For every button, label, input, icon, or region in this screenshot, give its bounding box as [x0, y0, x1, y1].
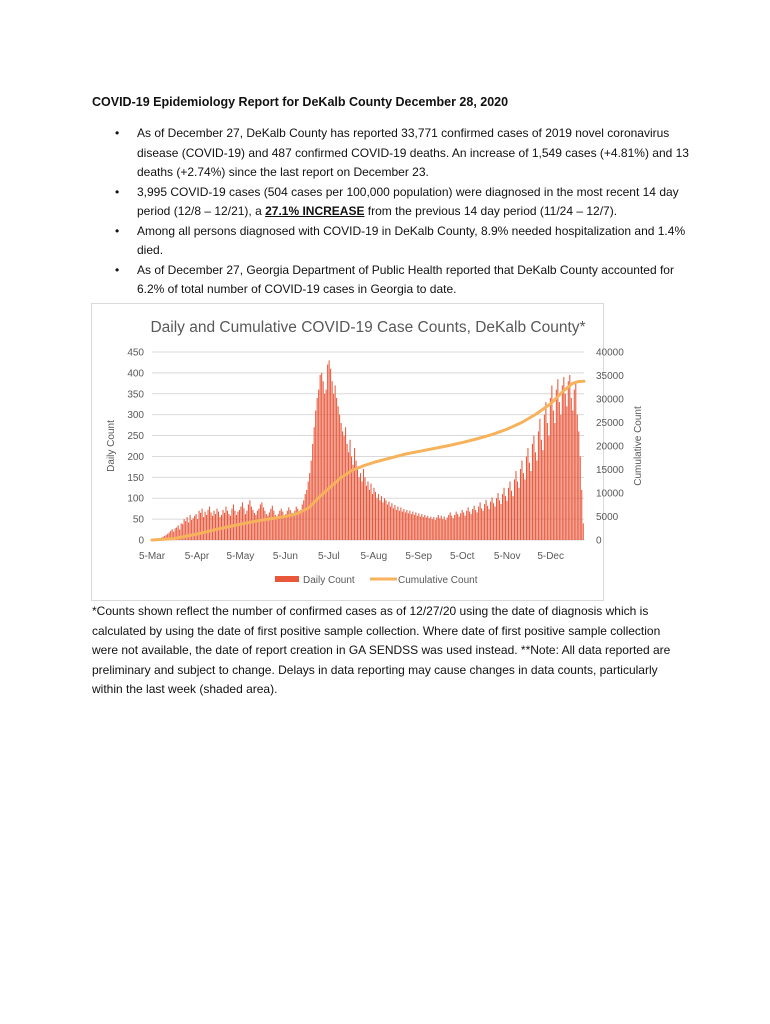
- y-tick-label: 0: [138, 535, 144, 547]
- daily-count-bar: [481, 508, 482, 540]
- daily-count-bar: [394, 505, 395, 540]
- daily-count-bar: [215, 514, 216, 540]
- daily-count-bar: [345, 427, 346, 540]
- daily-count-bar: [421, 514, 422, 540]
- daily-count-bar: [273, 511, 274, 540]
- daily-count-bar: [367, 482, 368, 540]
- daily-count-bar: [252, 510, 253, 540]
- daily-count-bar: [544, 415, 545, 540]
- daily-count-bar: [420, 517, 421, 540]
- daily-count-bar: [312, 444, 313, 540]
- daily-count-bar: [311, 461, 312, 540]
- daily-count-bar: [409, 511, 410, 540]
- daily-count-bar: [245, 514, 246, 540]
- daily-count-bar: [382, 502, 383, 540]
- daily-count-bar: [372, 494, 373, 540]
- y2-axis-label: Cumulative Count: [633, 406, 644, 486]
- daily-count-bar: [577, 415, 578, 540]
- daily-count-bar: [556, 390, 557, 540]
- daily-count-bar: [333, 394, 334, 540]
- daily-count-bar: [412, 512, 413, 540]
- daily-count-bar: [208, 510, 209, 540]
- daily-count-bar: [533, 436, 534, 540]
- daily-count-bar: [327, 365, 328, 540]
- daily-count-bar: [445, 520, 446, 540]
- daily-count-bar: [399, 511, 400, 540]
- daily-count-bar: [454, 515, 455, 540]
- daily-count-bar: [293, 515, 294, 540]
- x-tick-label: 5-Apr: [184, 551, 210, 562]
- x-tick-label: 5-Aug: [360, 551, 388, 562]
- daily-count-bar: [353, 465, 354, 540]
- daily-count-bar: [242, 502, 243, 540]
- daily-count-bar: [202, 509, 203, 540]
- bullet-cases-deaths: • As of December 27, DeKalb County has reported 33,771 confirmed cases of 2019 novel coronavirus disease (COVID-19) and 487 confirmed COVID-19 deaths. An increase of 1,549 cases (+4.81%) and 13 deaths (+2.74%) since the last report on December 23.: [115, 126, 689, 179]
- bullet-hospitalization: • Among all persons diagnosed with COVID-19 in DeKalb County, 8.9% needed hospitalization and 1.4% died.: [115, 223, 686, 257]
- daily-count-bar: [535, 452, 536, 540]
- daily-count-bar: [441, 516, 442, 540]
- daily-count-bar: [317, 398, 318, 540]
- daily-count-bar: [218, 512, 219, 540]
- daily-count-bar: [514, 479, 515, 540]
- daily-count-bar: [530, 471, 531, 540]
- daily-count-bar: [504, 488, 505, 540]
- daily-count-bar: [493, 503, 494, 540]
- daily-count-bar: [381, 496, 382, 540]
- bullet-icon: •: [115, 223, 120, 238]
- daily-count-bar: [515, 471, 516, 540]
- daily-count-bar: [354, 448, 355, 540]
- daily-count-bar: [212, 516, 213, 540]
- daily-count-bar: [463, 512, 464, 540]
- daily-count-bar: [194, 516, 195, 540]
- daily-count-bar: [214, 511, 215, 540]
- daily-count-bar: [379, 500, 380, 540]
- y2-tick-label: 25000: [596, 418, 624, 429]
- daily-count-bar: [460, 513, 461, 540]
- legend-daily-swatch: [275, 576, 299, 582]
- y2-tick-label: 0: [596, 535, 602, 547]
- daily-count-bar: [427, 516, 428, 540]
- daily-count-bar: [424, 515, 425, 540]
- y2-tick-label: 40000: [596, 347, 624, 359]
- daily-count-bar: [521, 461, 522, 540]
- daily-count-bar: [557, 379, 558, 540]
- daily-count-bar: [299, 512, 300, 540]
- daily-count-bar: [575, 381, 576, 540]
- daily-count-bar: [517, 482, 518, 540]
- daily-count-bar: [450, 512, 451, 540]
- daily-count-bar: [236, 515, 237, 540]
- daily-count-bar: [411, 514, 412, 540]
- daily-count-bar: [457, 514, 458, 540]
- daily-count-bar: [188, 522, 189, 540]
- daily-count-bar: [191, 520, 192, 540]
- daily-count-bar: [390, 507, 391, 540]
- daily-count-bar: [415, 512, 416, 540]
- daily-count-bar: [496, 498, 497, 540]
- daily-count-bar: [321, 373, 322, 540]
- daily-count-bar: [578, 431, 579, 540]
- y-tick-label: 150: [127, 472, 144, 484]
- daily-count-bar: [548, 436, 549, 540]
- daily-count-bar: [199, 511, 200, 540]
- case-count-chart: [92, 304, 644, 600]
- daily-count-bar: [484, 504, 485, 540]
- daily-count-bar: [477, 512, 478, 540]
- daily-count-bar: [433, 517, 434, 540]
- daily-count-bar: [526, 456, 527, 540]
- y-tick-label: 300: [127, 410, 144, 422]
- daily-count-bar: [373, 488, 374, 540]
- daily-count-bar: [562, 385, 563, 540]
- daily-count-bar: [536, 461, 537, 540]
- daily-count-bar: [320, 375, 321, 540]
- daily-count-bar: [342, 431, 343, 540]
- daily-count-bar: [246, 511, 247, 540]
- daily-count-bar: [270, 509, 271, 540]
- daily-count-bar: [272, 506, 273, 540]
- bullet-icon: •: [115, 184, 120, 199]
- daily-count-bar: [430, 517, 431, 540]
- daily-count-bar: [400, 507, 401, 540]
- daily-count-bar: [387, 504, 388, 540]
- daily-count-bar: [498, 493, 499, 540]
- daily-count-bar: [338, 406, 339, 540]
- daily-count-bar: [308, 482, 309, 540]
- daily-count-bar: [483, 511, 484, 540]
- daily-count-bar: [414, 515, 415, 540]
- daily-count-bar: [468, 507, 469, 540]
- daily-count-bar: [402, 512, 403, 540]
- daily-count-bar: [539, 419, 540, 540]
- daily-count-bar: [523, 473, 524, 540]
- daily-count-bar: [269, 512, 270, 540]
- daily-count-bar: [529, 463, 530, 540]
- y-tick-label: 50: [132, 514, 144, 526]
- daily-count-bar: [209, 507, 210, 540]
- daily-count-bar: [281, 509, 282, 540]
- x-tick-label: 5-Mar: [138, 551, 166, 562]
- daily-count-bar: [393, 508, 394, 540]
- daily-count-bar: [505, 496, 506, 540]
- daily-count-bar: [541, 440, 542, 540]
- daily-count-bar: [435, 520, 436, 540]
- daily-count-bar: [506, 501, 507, 540]
- daily-count-bar: [388, 502, 389, 540]
- daily-count-bar: [222, 510, 223, 540]
- y2-tick-label: 20000: [596, 441, 624, 453]
- daily-count-bar: [364, 477, 365, 540]
- daily-count-bar: [511, 491, 512, 540]
- daily-count-bar: [580, 456, 581, 540]
- daily-count-bar: [264, 511, 265, 540]
- daily-count-bar: [369, 490, 370, 540]
- daily-count-bar: [233, 504, 234, 540]
- daily-count-bar: [475, 510, 476, 540]
- legend-cumulative-label: Cumulative Count: [398, 575, 478, 586]
- daily-count-bar: [203, 517, 204, 540]
- daily-count-bar: [348, 452, 349, 540]
- daily-count-bar: [332, 381, 333, 540]
- daily-count-bar: [197, 519, 198, 540]
- daily-count-bar: [524, 479, 525, 540]
- daily-count-bar: [563, 377, 564, 540]
- daily-count-bar: [341, 423, 342, 540]
- daily-count-bar: [200, 513, 201, 540]
- daily-count-bar: [318, 390, 319, 540]
- x-tick-label: 5-Dec: [537, 551, 565, 562]
- daily-count-bar: [545, 402, 546, 540]
- daily-count-bar: [502, 494, 503, 540]
- daily-count-bar: [408, 513, 409, 540]
- daily-count-bar: [489, 509, 490, 540]
- daily-count-bar: [350, 440, 351, 540]
- y2-tick-label: 30000: [596, 394, 624, 406]
- daily-count-bar: [329, 360, 330, 540]
- daily-count-bar: [512, 496, 513, 540]
- x-tick-label: 5-Jun: [272, 551, 298, 562]
- daily-count-bar: [469, 512, 470, 540]
- daily-count-bar: [487, 506, 488, 540]
- y-axis-label: Daily Count: [106, 420, 117, 472]
- daily-count-bar: [426, 517, 427, 540]
- y-tick-label: 250: [127, 431, 144, 443]
- daily-count-bar: [284, 516, 285, 540]
- daily-count-bar: [361, 482, 362, 540]
- footnote: *Counts shown reflect the number of confirmed cases as of 12/27/20 using the date of diagnosis which is calculated by using the date of first positive sample collection. Where date of first positive sample collection were not available, the date of report creation in GA SENDSS was used instead. **Note: All data reported are preliminary and subject to change. Delays in data reporting may cause changes in data counts, particularly within the last week (shaded area).: [92, 604, 671, 696]
- daily-count-bar: [451, 516, 452, 540]
- daily-count-bar: [572, 410, 573, 540]
- daily-count-bar: [551, 385, 552, 540]
- daily-count-bar: [255, 515, 256, 540]
- y2-tick-label: 35000: [596, 371, 624, 382]
- daily-count-bar: [456, 512, 457, 540]
- daily-count-bar: [193, 518, 194, 540]
- chart-container: [91, 303, 644, 601]
- daily-count-bar: [547, 423, 548, 540]
- daily-count-bar: [336, 398, 337, 540]
- daily-count-bar: [448, 515, 449, 540]
- daily-count-bar: [466, 511, 467, 540]
- daily-count-bar: [385, 500, 386, 540]
- x-tick-label: 5-Sep: [405, 551, 433, 562]
- daily-count-bar: [406, 510, 407, 540]
- daily-count-bar: [263, 507, 264, 540]
- daily-count-bar: [231, 509, 232, 540]
- daily-count-bar: [211, 512, 212, 540]
- daily-count-bar: [568, 381, 569, 540]
- daily-count-bar: [384, 498, 385, 540]
- y-tick-label: 350: [127, 389, 144, 401]
- daily-count-bar: [574, 390, 575, 540]
- daily-count-bar: [474, 506, 475, 540]
- daily-count-bar: [363, 469, 364, 540]
- daily-count-bar: [569, 375, 570, 540]
- daily-count-bar: [542, 450, 543, 540]
- daily-count-bar: [196, 514, 197, 540]
- daily-count-bar: [306, 490, 307, 540]
- daily-count-bar: [438, 515, 439, 540]
- daily-count-bar: [356, 461, 357, 540]
- daily-count-bar: [303, 500, 304, 540]
- daily-count-bar: [357, 469, 358, 540]
- daily-count-bar: [550, 398, 551, 540]
- daily-count-bar: [397, 507, 398, 540]
- daily-count-bar: [499, 500, 500, 540]
- daily-count-bar: [288, 507, 289, 540]
- daily-count-bar: [581, 490, 582, 540]
- daily-count-bar: [501, 504, 502, 540]
- daily-count-bar: [376, 498, 377, 540]
- daily-count-bar: [254, 513, 255, 540]
- bullet-georgia-share: • As of December 27, Georgia Department of Public Health reported that DeKalb County accounted for 6.2% of total number of COVID-19 cases in Georgia to date.: [115, 262, 674, 296]
- daily-count-bar: [436, 517, 437, 540]
- daily-count-bar: [520, 469, 521, 540]
- daily-count-bar: [258, 509, 259, 540]
- daily-count-bar: [326, 390, 327, 540]
- x-tick-label: 5-May: [226, 551, 255, 562]
- daily-count-bar: [565, 394, 566, 540]
- daily-count-bar: [279, 511, 280, 540]
- daily-count-bar: [396, 510, 397, 540]
- daily-count-bar: [553, 410, 554, 540]
- daily-count-bar: [314, 427, 315, 540]
- daily-count-bar: [330, 369, 331, 540]
- daily-count-bar: [249, 500, 250, 540]
- daily-count-bar: [324, 394, 325, 540]
- daily-count-bar: [486, 500, 487, 540]
- x-tick-label: 5-Nov: [493, 551, 521, 562]
- daily-count-bar: [560, 415, 561, 540]
- y-tick-label: 400: [127, 368, 144, 380]
- daily-count-bar: [347, 444, 348, 540]
- daily-count-bar: [403, 509, 404, 540]
- daily-count-bar: [260, 504, 261, 540]
- daily-count-bar: [417, 516, 418, 540]
- daily-count-bar: [370, 484, 371, 540]
- daily-count-bar: [335, 385, 336, 540]
- daily-count-bar: [492, 497, 493, 540]
- daily-count-bar: [375, 492, 376, 540]
- y2-tick-label: 15000: [596, 465, 624, 476]
- summary-bullet-list: [92, 124, 692, 300]
- daily-count-bar: [305, 494, 306, 540]
- daily-count-bar: [462, 510, 463, 540]
- daily-count-bar: [559, 402, 560, 540]
- daily-count-bar: [532, 444, 533, 540]
- bullet-14-day-period: • 3,995 COVID-19 cases (504 cases per 100,000 population) were diagnosed in the most recent 14 day period (12/8 – 12/21), a 27.1% INCREASE from the previous 14 day period (11/24 – 12/7).: [115, 184, 679, 218]
- increase-highlight: 27.1% INCREASE: [265, 204, 365, 218]
- report-title: COVID-19 Epidemiology Report for DeKalb County December 28, 2020: [92, 95, 509, 109]
- daily-count-bar: [465, 516, 466, 540]
- daily-count-bar: [225, 507, 226, 540]
- legend-daily-label: Daily Count: [303, 575, 355, 586]
- daily-count-bar: [571, 398, 572, 540]
- daily-count-bar: [447, 517, 448, 540]
- x-tick-label: 5-Oct: [450, 551, 475, 562]
- daily-count-bar: [480, 502, 481, 540]
- daily-count-bar: [518, 488, 519, 540]
- x-tick-label: 5-Jul: [318, 551, 340, 562]
- bullet-icon: •: [115, 126, 120, 140]
- daily-count-bar: [432, 519, 433, 540]
- daily-count-bar: [205, 512, 206, 540]
- daily-count-bar: [378, 494, 379, 540]
- y-tick-label: 200: [127, 451, 144, 463]
- y2-tick-label: 5000: [596, 512, 619, 523]
- daily-count-bar: [444, 517, 445, 540]
- daily-count-bar: [291, 513, 292, 540]
- daily-count-bar: [315, 410, 316, 540]
- daily-count-bar: [276, 517, 277, 540]
- daily-count-bar: [459, 517, 460, 540]
- daily-count-bar: [206, 515, 207, 540]
- daily-count-bar: [508, 488, 509, 540]
- daily-count-bar: [509, 482, 510, 540]
- daily-count-bar: [527, 448, 528, 540]
- daily-count-bar: [418, 513, 419, 540]
- daily-count-bar: [360, 473, 361, 540]
- daily-count-bar: [472, 509, 473, 540]
- daily-count-bar: [490, 502, 491, 540]
- daily-count-bar: [405, 512, 406, 540]
- daily-count-bar: [538, 431, 539, 540]
- daily-count-bar: [391, 503, 392, 540]
- daily-count-bar: [300, 510, 301, 540]
- daily-count-bar: [554, 423, 555, 540]
- daily-count-bar: [566, 406, 567, 540]
- daily-count-bar: [217, 509, 218, 540]
- daily-count-bar: [439, 518, 440, 540]
- daily-count-bar: [257, 511, 258, 540]
- chart-title: Daily and Cumulative COVID-19 Case Counts, DeKalb County*: [150, 319, 586, 336]
- daily-count-bar: [471, 514, 472, 540]
- y2-tick-label: 10000: [596, 488, 624, 500]
- daily-count-bar: [366, 486, 367, 540]
- daily-count-bar: [453, 518, 454, 540]
- daily-count-bar: [359, 477, 360, 540]
- daily-count-bar: [296, 507, 297, 540]
- daily-count-bar: [442, 519, 443, 540]
- bullet-icon: •: [115, 262, 120, 277]
- daily-count-bar: [583, 523, 584, 540]
- daily-count-bar: [495, 507, 496, 540]
- daily-count-bar: [478, 507, 479, 540]
- daily-count-bar: [429, 518, 430, 540]
- daily-count-bar: [423, 517, 424, 540]
- y-tick-label: 100: [127, 493, 144, 505]
- daily-count-bar: [344, 436, 345, 540]
- daily-count-bar: [323, 381, 324, 540]
- y-tick-label: 450: [127, 347, 144, 359]
